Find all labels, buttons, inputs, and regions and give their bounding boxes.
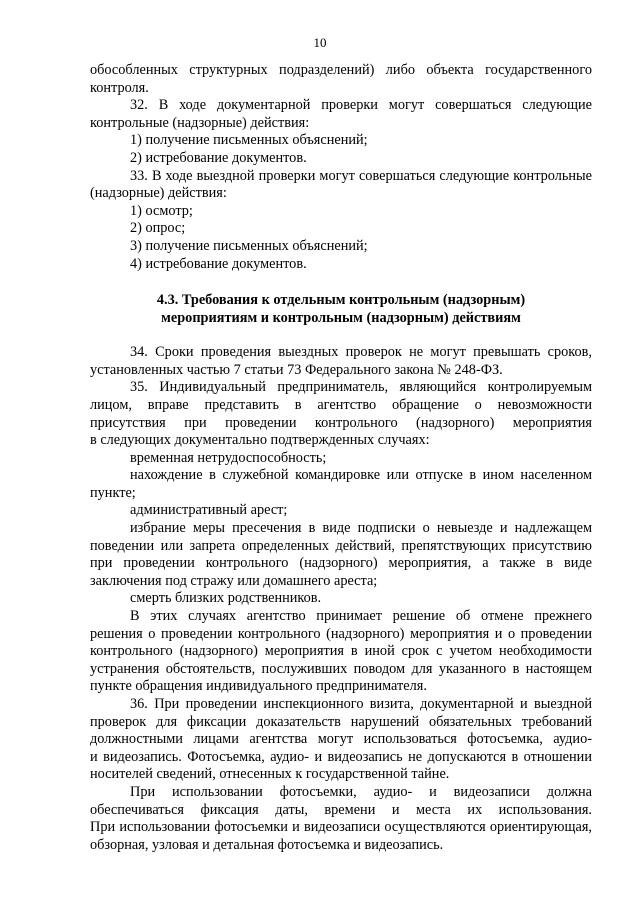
- text-line: (надзорные) действия:: [90, 185, 227, 202]
- text-line: 34. Сроки проведения выездных проверок не могут превышать сроков,: [130, 344, 592, 361]
- text-line: пункте;: [90, 484, 136, 501]
- section-after-heading: [90, 344, 592, 854]
- section-heading-line: мероприятиям и контрольным (надзорным) действиям: [161, 310, 521, 327]
- text-line: При использовании фотосъемки, аудио- и видеозаписи должна: [130, 783, 592, 800]
- section-heading-line: 4.3. Требования к отдельным контрольным (надзорным): [156, 292, 526, 309]
- text-line: 35. Индивидуальный предприниматель, являющийся контролируемым: [130, 379, 592, 396]
- section-heading: [90, 291, 592, 327]
- text-line: лицом, вправе представить в агентство обращение о невозможности: [90, 396, 592, 413]
- text-line: проверок для фиксации доказательств нарушений обязательных требований: [90, 713, 592, 730]
- text-line: временная нетрудоспособность;: [130, 449, 327, 466]
- section-before-heading: [90, 62, 592, 273]
- text-line: 2) опрос;: [130, 220, 186, 237]
- text-line: нахождение в служебной командировке или отпуске в ином населенном: [130, 467, 592, 484]
- text-line: контрольного (надзорного) мероприятия в иной срок с учетом необходимости: [90, 643, 592, 660]
- text-line: установленных частью 7 статьи 73 Федерального закона № 248-ФЗ.: [90, 361, 503, 378]
- text-line: при проведении контрольного (надзорного) мероприятия, а также в виде: [90, 555, 592, 572]
- text-line: поведении или запрета определенных действий, препятствующих присутствию: [90, 537, 592, 554]
- text-line: 36. При проведении инспекционного визита, документарной и выездной: [130, 696, 592, 712]
- text-line: смерть близких родственников.: [130, 590, 322, 607]
- text-line: 32. В ходе документарной проверки могут совершаться следующие: [130, 97, 592, 114]
- text-line: контрольные (надзорные) действия:: [90, 114, 310, 131]
- text-line: При использовании фотосъемки и видеозаписи осуществляются ориентирующая,: [90, 819, 592, 836]
- text-line: присутствия при проведении контрольного (надзорного) мероприятия: [90, 414, 592, 431]
- text-line: решения о проведении контрольного (надзорного) мероприятия и о проведении: [90, 625, 592, 642]
- text-line: обеспечиваться фиксация даты, времени и места их использования.: [90, 801, 592, 818]
- text-line: должностными лицами агентства могут использоваться фотосъемка, аудио-: [90, 731, 592, 748]
- text-line: заключения под стражу или домашнего ареста;: [90, 572, 378, 589]
- text-line: носителей сведений, отнесенных к государственной тайне.: [90, 766, 450, 783]
- text-line: в следующих документально подтвержденных случаях:: [90, 432, 430, 449]
- text-line: 33. В ходе выездной проверки могут совершаться следующие контрольные: [130, 167, 592, 184]
- text-line: обзорная, узловая и детальная фотосъемка и видеозапись.: [90, 836, 444, 853]
- text-line: 4) истребование документов.: [130, 255, 307, 272]
- text-line: избрание меры пресечения в виде подписки о невыезде и надлежащем: [130, 520, 592, 537]
- text-line: и видеозапись. Фотосъемка, аудио- и видеозапись не допускаются в отношении: [90, 748, 592, 765]
- page-number: 10: [313, 35, 327, 50]
- text-line: административный арест;: [130, 502, 288, 519]
- text-line: 1) осмотр;: [130, 202, 193, 219]
- text-line: устранения обстоятельств, послуживших поводом для указанного в настоящем: [90, 660, 592, 677]
- text-line: 1) получение письменных объяснений;: [130, 132, 368, 149]
- document-body: [90, 62, 592, 854]
- text-line: обособленных структурных подразделений) либо объекта государственного: [90, 62, 592, 78]
- text-line: контроля.: [90, 79, 149, 96]
- text-line: В этих случаях агентство принимает решение об отмене прежнего: [130, 608, 592, 625]
- text-line: 3) получение письменных объяснений;: [130, 237, 368, 254]
- text-line: пункте обращения индивидуального предпринимателя.: [90, 678, 427, 695]
- text-line: 2) истребование документов.: [130, 149, 307, 166]
